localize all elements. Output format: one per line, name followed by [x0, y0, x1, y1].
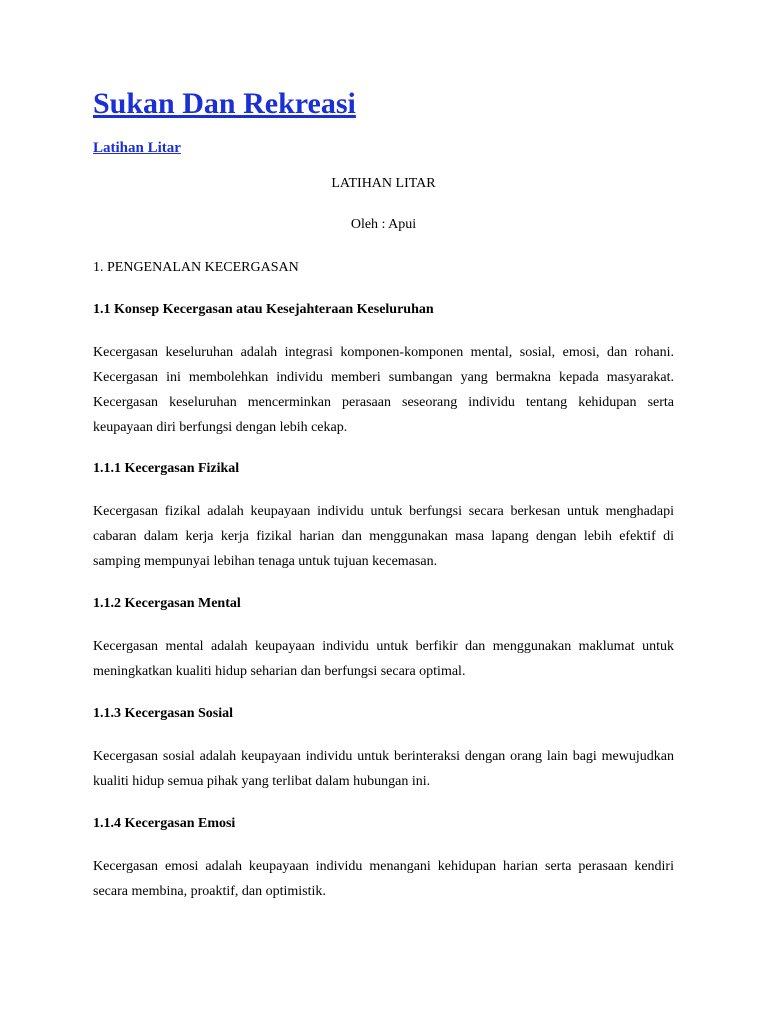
section-heading-1-1-1: 1.1.1 Kecergasan Fizikal	[93, 461, 240, 476]
latihan-litar-link[interactable]: Latihan Litar	[93, 140, 181, 156]
section-heading-1-1: 1.1 Konsep Kecergasan atau Kesejahteraan Keseluruhan	[93, 302, 434, 317]
paragraph-1-1-3: Kecergasan sosial adalah keupayaan individu untuk berinteraksi dengan orang lain bagi mewujudkan kualiti hidup semua pihak yang terlibat dalam hubungan ini.	[93, 749, 674, 789]
section-heading-1-1-3: 1.1.3 Kecergasan Sosial	[93, 706, 233, 721]
paragraph-1-1-1: Kecergasan fizikal adalah keupayaan individu untuk berfungsi secara berkesan untuk menghadapi cabaran dalam kerja kerja fizikal harian dan menggunakan masa lapang dengan lebih efektif di samping mempunyai lebihan tenaga untuk tujuan kecemasan.	[93, 504, 674, 569]
paragraph-1-1-4: Kecergasan emosi adalah keupayaan individu menangani kehidupan harian serta perasaan kendiri secara membina, proaktif, dan optimistik.	[93, 859, 674, 899]
page-title[interactable]: Sukan Dan Rekreasi	[93, 87, 356, 120]
section-heading-1-1-2: 1.1.2 Kecergasan Mental	[93, 596, 241, 611]
document-title: LATIHAN LITAR	[331, 176, 436, 191]
paragraph-1-1: Kecergasan keseluruhan adalah integrasi komponen-komponen mental, sosial, emosi, dan rohani. Kecergasan ini membolehkan individu memberi sumbangan yang bermakna kepada masyarakat. Kecergasan keseluruhan mencerminkan perasaan seseorang individu tentang kehidupan serta keupayaan diri berfungsi dengan lebih cekap.	[93, 345, 674, 435]
section-heading-1-1-4: 1.1.4 Kecergasan Emosi	[93, 816, 236, 831]
paragraph-1-1-2: Kecergasan mental adalah keupayaan individu untuk berfikir dan menggunakan maklumat untuk meningkatkan kualiti hidup seharian dan berfungsi secara optimal.	[93, 639, 674, 679]
author-line: Oleh : Apui	[350, 217, 417, 232]
section-heading-1: 1. PENGENALAN KECERGASAN	[93, 260, 299, 275]
